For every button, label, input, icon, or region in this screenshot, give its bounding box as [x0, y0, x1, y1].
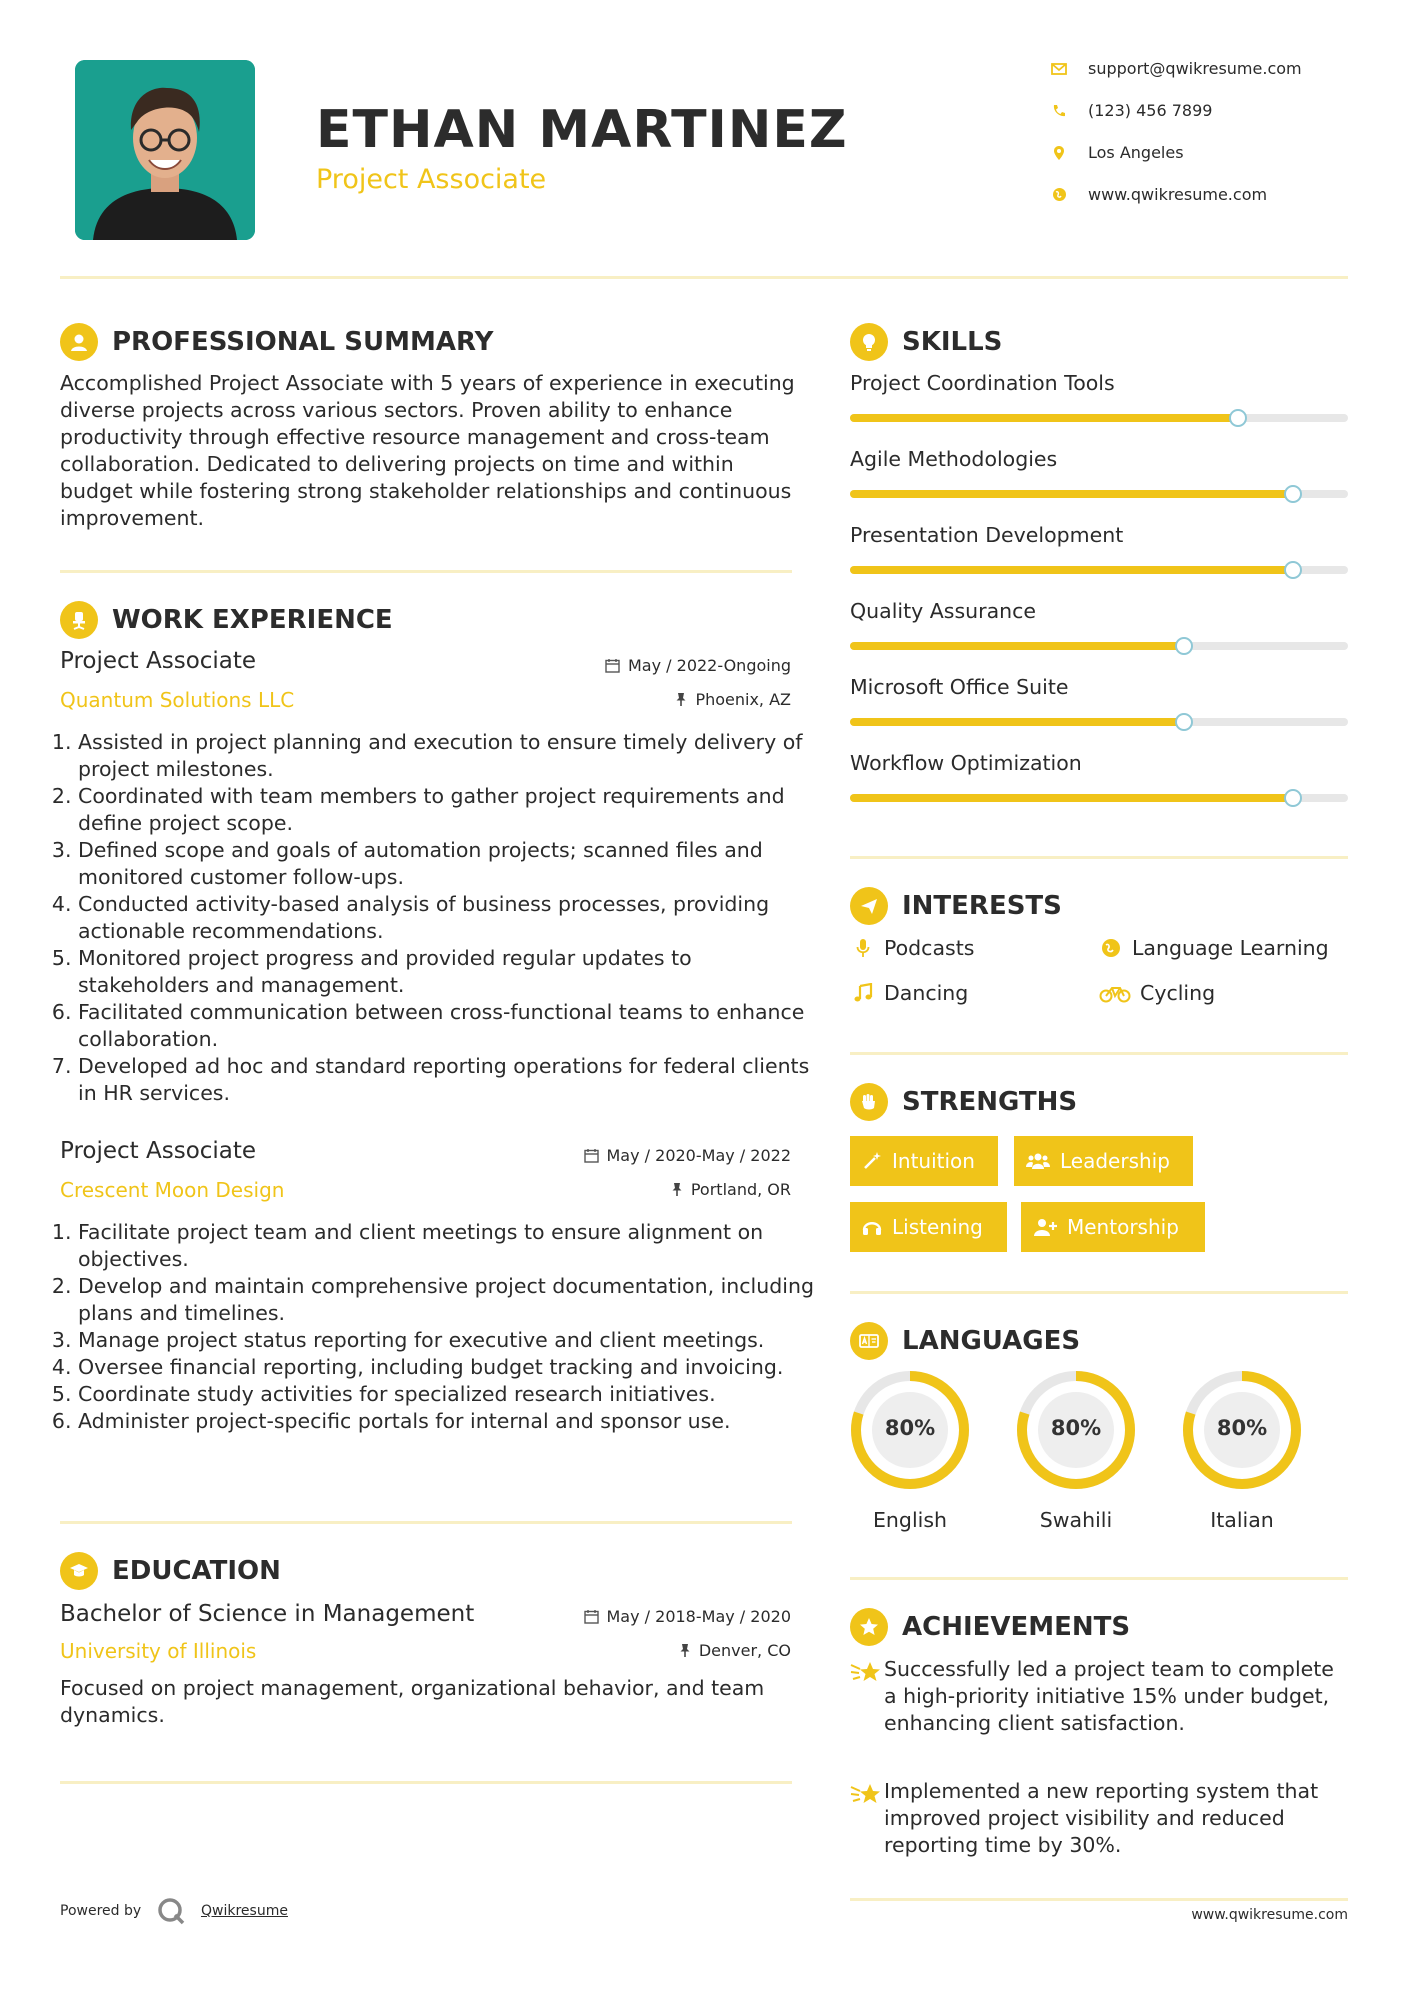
music-note-icon — [850, 981, 876, 1005]
pushpin-icon — [671, 1182, 683, 1197]
company-name: Quantum Solutions LLC — [60, 688, 295, 712]
skill-label: Presentation Development — [850, 523, 1124, 547]
fist-icon — [850, 1083, 888, 1121]
calendar-icon — [605, 658, 620, 673]
profile-photo — [75, 60, 255, 240]
contact-website[interactable]: www.qwikresume.com — [1050, 185, 1267, 204]
experience-heading: WORK EXPERIENCE — [60, 601, 393, 639]
strength-tag: Mentorship — [1021, 1202, 1205, 1252]
skill-bar-fill — [850, 642, 1184, 650]
skills-heading: SKILLS — [850, 323, 1002, 361]
degree-title: Bachelor of Science in Management — [60, 1601, 475, 1627]
user-icon — [60, 323, 98, 361]
strength-tag: Intuition — [850, 1136, 998, 1186]
skill-label: Quality Assurance — [850, 599, 1037, 623]
pushpin-icon — [675, 692, 687, 707]
job-location: Phoenix, AZ — [500, 690, 791, 709]
job-location: Portland, OR — [500, 1180, 791, 1199]
location-pin-icon — [1050, 144, 1068, 162]
duty-item: 2. Coordinated with team members to gather project requirements and define project scope. — [78, 783, 818, 837]
job-dates: May / 2020-May / 2022 — [500, 1146, 791, 1165]
candidate-title: Project Associate — [316, 164, 547, 195]
calendar-icon — [584, 1609, 599, 1624]
school-name: University of Illinois — [60, 1639, 257, 1663]
job-title: Project Associate — [60, 1138, 257, 1164]
language-percent: 80% — [1216, 1416, 1268, 1440]
qwikresume-link[interactable]: Qwikresume — [201, 1903, 288, 1919]
headphones-icon — [862, 1217, 882, 1237]
summary-heading: PROFESSIONAL SUMMARY — [60, 323, 493, 361]
language-ring — [848, 1368, 972, 1492]
language-label: Italian — [1210, 1508, 1274, 1532]
languages-divider — [850, 1577, 1348, 1580]
strengths-divider — [850, 1291, 1348, 1294]
skill-bar-fill — [850, 414, 1238, 422]
star-badge-icon — [850, 1608, 888, 1646]
duty-item: 3. Manage project status reporting for executive and client meetings. — [78, 1327, 818, 1354]
strengths-heading: STRENGTHS — [850, 1083, 1077, 1121]
language-label: English — [872, 1508, 948, 1532]
skill-bar-knob — [1284, 561, 1302, 579]
job-duties — [60, 1219, 818, 1435]
contact-email: support@qwikresume.com — [1050, 59, 1302, 78]
footer-website[interactable]: www.qwikresume.com — [1191, 1907, 1348, 1923]
skill-label: Agile Methodologies — [850, 447, 1058, 471]
education-divider — [60, 1781, 792, 1784]
language-ring — [1180, 1368, 1304, 1492]
skill-bar-fill — [850, 566, 1293, 574]
person-avatar-icon — [75, 60, 255, 240]
strength-tag: Leadership — [1014, 1136, 1193, 1186]
skill-label: Microsoft Office Suite — [850, 675, 1069, 699]
skill-bar-track — [850, 794, 1348, 802]
skill-bar-track — [850, 566, 1348, 574]
globe-icon — [1050, 186, 1068, 204]
skill-label: Project Coordination Tools — [850, 371, 1115, 395]
duty-item: 6. Administer project-specific portals for internal and sponsor use. — [78, 1408, 818, 1435]
education-heading: EDUCATION — [60, 1552, 281, 1590]
envelope-icon — [1050, 60, 1068, 78]
skill-bar-fill — [850, 490, 1293, 498]
pushpin-icon — [679, 1643, 691, 1658]
phone-icon — [1050, 102, 1068, 120]
shooting-star-icon — [850, 1660, 884, 1737]
skill-bar-fill — [850, 718, 1184, 726]
skills-divider — [850, 856, 1348, 859]
duty-item: 2. Develop and maintain comprehensive project documentation, including plans and timelines. — [78, 1273, 818, 1327]
header-divider — [60, 276, 1348, 279]
lightbulb-icon — [850, 323, 888, 361]
magic-wand-icon — [862, 1151, 882, 1171]
duty-item: 5. Monitored project progress and provided regular updates to stakeholders and management. — [78, 945, 818, 999]
candidate-name: ETHAN MARTINEZ — [316, 100, 848, 160]
interests-heading: INTERESTS — [850, 887, 1062, 925]
skill-bar-track — [850, 490, 1348, 498]
language-label: Swahili — [1039, 1508, 1113, 1532]
microphone-icon — [850, 936, 876, 960]
achievement-item: Successfully led a project team to complete a high-priority initiative 15% under budget, enhancing client satisfaction. — [850, 1656, 1350, 1737]
summary-text: Accomplished Project Associate with 5 years of experience in executing diverse projects across various sectors. Proven ability to enhance productivity through effective resource management and cross-team collaboration. Dedicated to delivering projects on time and within budget while fostering strong stakeholder relationships and continuous improvement. — [60, 371, 795, 530]
duty-item: 4. Oversee financial reporting, including budget tracking and invoicing. — [78, 1354, 818, 1381]
skill-bar-knob — [1175, 637, 1193, 655]
skill-bar-track — [850, 642, 1348, 650]
achievements-divider — [850, 1898, 1348, 1901]
contact-phone: (123) 456 7899 — [1050, 101, 1212, 120]
bicycle-icon — [1098, 981, 1132, 1005]
interest-item: Dancing — [850, 981, 968, 1005]
achievement-item: Implemented a new reporting system that improved project visibility and reduced reporting time by 30%. — [850, 1778, 1350, 1859]
duty-item: 7. Developed ad hoc and standard reporting operations for federal clients in HR services. — [78, 1053, 818, 1107]
translate-icon — [850, 1322, 888, 1360]
language-percent: 80% — [1050, 1416, 1102, 1440]
interest-item: Language Learning — [1098, 936, 1329, 960]
interest-item: Cycling — [1098, 981, 1215, 1005]
qwikresume-logo-icon — [156, 1896, 188, 1928]
contact-location: Los Angeles — [1050, 143, 1184, 162]
duty-item: 1. Assisted in project planning and execution to ensure timely delivery of project milestones. — [78, 729, 818, 783]
office-chair-icon — [60, 601, 98, 639]
skill-bar-track — [850, 718, 1348, 726]
skill-bar-knob — [1284, 789, 1302, 807]
skill-bar-fill — [850, 794, 1293, 802]
education-dates: May / 2018-May / 2020 — [500, 1607, 791, 1626]
job-duties — [60, 729, 818, 1107]
duty-item: 1. Facilitate project team and client meetings to ensure alignment on objectives. — [78, 1219, 818, 1273]
paper-plane-icon — [850, 887, 888, 925]
skill-bar-knob — [1229, 409, 1247, 427]
duty-item: 4. Conducted activity-based analysis of business processes, providing actionable recommendations. — [78, 891, 818, 945]
skill-label: Workflow Optimization — [850, 751, 1082, 775]
education-location: Denver, CO — [500, 1641, 791, 1660]
summary-divider — [60, 570, 792, 573]
duty-item: 3. Defined scope and goals of automation projects; scanned files and monitored customer follow-ups. — [78, 837, 818, 891]
language-ring — [1014, 1368, 1138, 1492]
language-percent: 80% — [884, 1416, 936, 1440]
job-dates: May / 2022-Ongoing — [500, 656, 791, 675]
globe-icon — [1098, 936, 1124, 960]
calendar-icon — [584, 1148, 599, 1163]
powered-by-label: Powered by — [60, 1903, 142, 1919]
skill-bar-track — [850, 414, 1348, 422]
interests-divider — [850, 1052, 1348, 1055]
shooting-star-icon — [850, 1782, 884, 1859]
graduate-icon — [60, 1552, 98, 1590]
strength-tag: Listening — [850, 1202, 1007, 1252]
user-plus-icon — [1033, 1217, 1057, 1237]
users-icon — [1026, 1151, 1050, 1171]
experience-divider — [60, 1521, 792, 1524]
education-description: Focused on project management, organizational behavior, and team dynamics. — [60, 1676, 765, 1727]
skill-bar-knob — [1284, 485, 1302, 503]
interest-item: Podcasts — [850, 936, 974, 960]
duty-item: 6. Facilitated communication between cross-functional teams to enhance collaboration. — [78, 999, 818, 1053]
languages-heading: LANGUAGES — [850, 1322, 1080, 1360]
skill-bar-knob — [1175, 713, 1193, 731]
job-title: Project Associate — [60, 648, 257, 674]
duty-item: 5. Coordinate study activities for specialized research initiatives. — [78, 1381, 818, 1408]
achievements-heading: ACHIEVEMENTS — [850, 1608, 1130, 1646]
company-name: Crescent Moon Design — [60, 1178, 285, 1202]
